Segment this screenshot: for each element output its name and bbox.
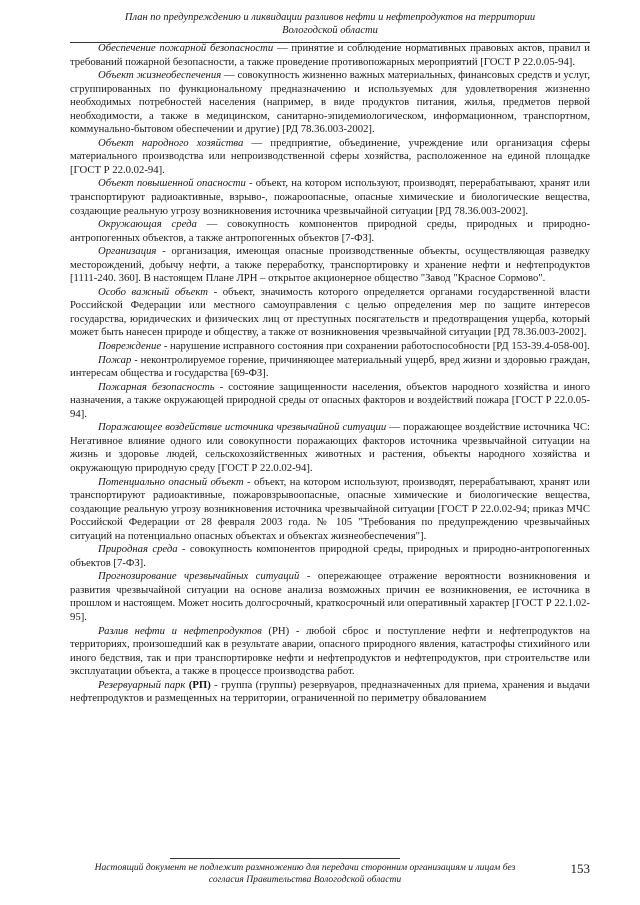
definition-entry <box>70 340 590 354</box>
footer-line-2: согласия Правительства Вологодской области <box>208 874 402 885</box>
definition-text: - группа (группы) резервуаров, предназначенных для приема, хранения и выдачи нефтепродуктов и размещенных на территории, ограниченной по периметру обвалованием <box>70 678 590 705</box>
definition-term: Организация <box>98 245 157 258</box>
definition-term: Пожар <box>98 353 132 366</box>
definition-text: — принятие и соблюдение нормативных правовых актов, правил и требований пожарной безопасности, а также проведение противопожарных мероприятий [ГОСТ Р 22.0.05-94]. <box>70 42 591 68</box>
definition-entry <box>70 137 590 178</box>
definition-entry <box>70 679 590 706</box>
definition-term: Повреждение <box>98 340 162 353</box>
definition-term: Объект повышенной опасности <box>98 177 246 190</box>
definition-entry <box>70 625 590 679</box>
definition-text: (РН) - любой сброс и поступление нефти и нефтепродуктов на территориях, произошедший как в результате аварии, опасного природного явления, катастрофы стихийного или иного бедствия, так и при транспортировке нефти и нефтепродуктов и нефтепродуктов, при строительстве или эксплуатации объекта, а также в процессе производства работ. <box>70 624 591 678</box>
definition-entry <box>70 286 590 340</box>
definition-term: Объект жизнеобеспечения <box>98 69 222 82</box>
definition-text: - нарушение исправного состояния при сохранении работоспособности [РД 153-39.4-058-00]. <box>161 340 590 353</box>
definition-entry <box>70 543 590 570</box>
definition-entry <box>70 570 590 624</box>
definition-text: - совокупность компонентов природной среды, природных и природно-антропогенных объектов [7-ФЗ]. <box>70 543 591 569</box>
definition-term: Потенциально опасный объект <box>98 475 244 488</box>
definition-text: — совокупность компонентов природной среды, природных и природно-антропогенных объектов, а также антропогенных объектов [7-ФЗ]. <box>70 218 590 244</box>
definition-entry <box>70 354 590 381</box>
definition-entry <box>70 177 590 218</box>
definition-term: Резервуарный парк <box>98 678 186 691</box>
definition-text: - опережающее отражение вероятности возникновения и развития чрезвычайной ситуации на основе анализа возможных причин ее возникновения, ее источника в прошлом и настоящем. Может носить долгосрочный, краткосрочный или оперативный характер [ГОСТ Р 22.1.02-95]. <box>70 570 590 623</box>
definition-entry <box>70 381 590 422</box>
definition-term: Обеспечение пожарной безопасности <box>98 42 274 54</box>
definition-text: - неконтролируемое горение, причиняющее материальный ущерб, вред жизни и здоровью граждан, интересам общества и государства [69-ФЗ]. <box>70 353 590 380</box>
definition-term: Прогнозирование чрезвычайных ситуаций <box>98 570 300 583</box>
definition-term: Объект народного хозяйства <box>98 136 244 149</box>
definition-entry <box>70 476 590 544</box>
definition-entry <box>70 42 590 69</box>
definition-entry <box>70 421 590 475</box>
footer-divider <box>170 858 400 859</box>
definition-term: Разлив нефти и нефтепродуктов <box>98 624 262 637</box>
definition-term: Особо важный объект <box>98 285 209 298</box>
definition-text: — предприятие, объединение, учреждение или организация сферы материального производства или непроизводственной сферы хозяйства, расположенное на единой площадке [ГОСТ Р 22.0.02-94]. <box>70 136 590 176</box>
definition-text: — совокупность жизненно важных материальных, финансовых средств и услуг, сгруппированных по функциональному предназначению и используемых для удовлетворения жизненно необходимых потребностей населения (например, в виде продуктов питания, жилья, предметов первой необходимости, а также в медицинском, санитарно-эпидемиологическом, информационном, транспортном, коммунально-бытовом обеспечении и другие) [РД 78.36.003-2002]. <box>70 69 590 136</box>
definition-entry <box>70 69 590 137</box>
page-header <box>70 12 590 43</box>
definition-text: - объект, значимость которого определяется органами государственной власти Российской Федерации или местного самоуправления с целью определения мер по защите интересов государства, юридических и физических лиц от преступных посягательств и предотвращения ущерба, который может быть нанесен природе и обществу, а также от возникновения чрезвычайной ситуации [РД 78.36.003-2002]. <box>70 285 590 339</box>
definition-text: - объект, на котором используют, производят, перерабатывают, хранят или транспортируют радиоактивные, взрыво-, пожароопасные, опасные химические и биологические вещества, создающие реальную угрозу возникновения источника чрезвычайной ситуации [РД 78.36.003-2002]. <box>70 177 590 217</box>
page-number: 153 <box>570 861 590 876</box>
definition-text: - организация, имеющая опасные производственные объекты, осуществляющая разведку месторождений, добычу нефти, а также переработку, транспортировку и хранение нефти и нефтепродуктов [1111-240. 360]. В настоящем Плане ЛРН – открытое акционерное общество "Завод "Красное Сормово". <box>70 245 590 285</box>
definition-text: - объект, на котором используют, производят, перерабатывают, хранят или транспортируют радиоактивные, пожаровзрывоопасные, опасные химические и биологические вещества, создающие реальную угрозу возникновения источника чрезвычайной ситуации [ГОСТ Р 22.0.02-94; приказ МЧС Российской Федерации от 28 февраля 2003 года. № 105 "Требования по предупреждению чрезвычайных ситуаций на потенциально опасных объектах и объектах жизнеобеспечения"]. <box>70 475 590 542</box>
header-line-1: План по предупреждению и ликвидации разливов нефти и нефтепродуктов на территории <box>124 12 536 23</box>
definition-term: Природная среда <box>98 543 178 556</box>
footer-line-1: Настоящий документ не подлежит размножению для передачи сторонним организациям и лицам без <box>94 862 516 873</box>
definition-text: - состояние защищенности населения, объектов народного хозяйства и иного назначения, а также окружающей природной среды от опасных факторов и воздействий пожара [ГОСТ Р 22.0.05-94]. <box>70 380 591 420</box>
definition-entry <box>70 245 590 286</box>
document-body <box>70 42 590 706</box>
header-line-2: Вологодской области <box>282 24 378 36</box>
definition-text: — поражающее воздействие источника ЧС: Негативное влияние одного или совокупности поражающих факторов источника чрезвычайной ситуации на жизнь и здоровье людей, сельскохозяйственных животных и растения, объекты народного хозяйства и окружающую природную среду [ГОСТ Р 22.0.02-94]. <box>70 421 590 474</box>
definition-abbreviation: (РП) <box>185 678 211 691</box>
definition-term: Пожарная безопасность <box>98 380 215 393</box>
definition-term: Поражающее воздействие источника чрезвычайной ситуации <box>98 421 387 434</box>
definition-term: Окружающая среда <box>98 218 197 231</box>
footer-notice <box>70 862 540 886</box>
definition-entry <box>70 218 590 245</box>
